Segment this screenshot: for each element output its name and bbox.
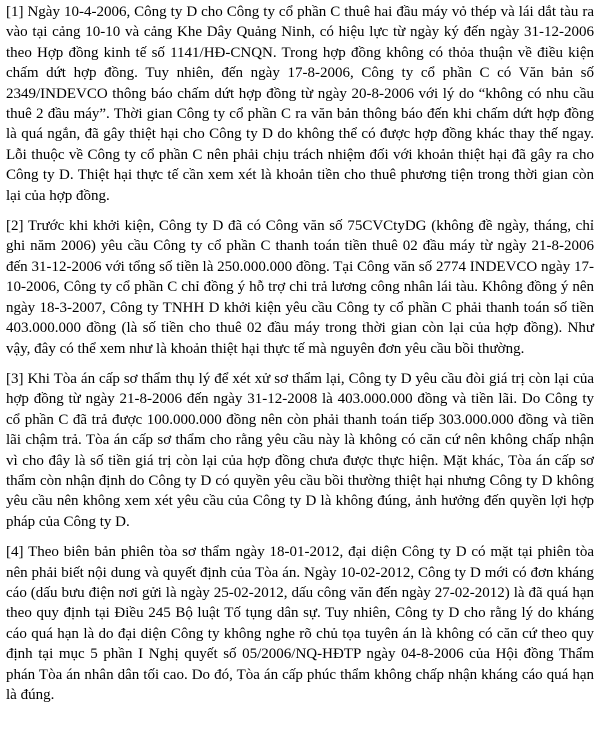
paragraph-2: [2] Trước khi khởi kiện, Công ty D đã có Công văn số 75CVCtyDG (không đề ngày, tháng, chỉ ghi năm 2006) yêu cầu Công ty cổ phần C thanh toán tiền thuê 02 đầu máy từ ngày 21-8-2006 đến 31-12-2006 với tổng số tiền là 250.000.000 đồng. Tại Công văn số 2774 INDEVCO ngày 17-10-2006, Công ty cổ phần C chỉ đồng ý hỗ trợ chi trả lương công nhân lái tàu. Không đồng ý nên ngày 18-3-2007, Công ty TNHH D khởi kiện yêu cầu Công ty cổ phần C phải thanh toán số tiền 403.000.000 đồng (là số tiền cho thuê 02 đầu máy trong thời gian còn lại của hợp đồng). Như vậy, đây có thể xem như là khoản thiệt hại thực tế mà nguyên đơn yêu cầu bồi thường. — [6, 218, 594, 357]
paragraph-4: [4] Theo biên bản phiên tòa sơ thẩm ngày 18-01-2012, đại diện Công ty D có mặt tại phiên tòa nên phải biết nội dung và quyết định của Tòa án. Ngày 10-02-2012, Công ty D mới có đơn kháng cáo (dấu bưu điện nơi gửi là ngày 25-02-2012, dấu công văn đến ngày 27-02-2012) là đã quá hạn theo quy định tại Điều 245 Bộ luật Tố tụng dân sự. Tuy nhiên, Công ty D cho rằng lý do kháng cáo quá hạn là do đại diện Công ty không nghe rõ chủ tọa tuyên án là không có căn cứ theo quy định tại mục 5 phần I Nghị quyết số 05/2006/NQ-HĐTP ngày 04-8-2006 của Hội đồng Thẩm phán Tòa án nhân dân tối cao. Do đó, Tòa án cấp phúc thẩm không chấp nhận kháng cáo quá hạn là đúng. — [6, 544, 594, 703]
paragraph-1: [1] Ngày 10-4-2006, Công ty D cho Công ty cổ phần C thuê hai đầu máy vỏ thép và lái dắt tàu ra vào tại cảng 10-10 và cảng Khe Dây Quảng Ninh, có hiệu lực từ ngày ký đến ngày 31-12-2006 theo Hợp đồng kinh tế số 1141/HĐ-CNQN. Trong hợp đồng không có thỏa thuận về điều kiện chấm dứt hợp đồng. Tuy nhiên, đến ngày 17-8-2006, Công ty cổ phần C có Văn bản số 2349/INDEVCO thông báo chấm dứt hợp đồng từ ngày 20-8-2006 với lý do “không có nhu cầu thuê 2 đầu máy”. Thời gian Công ty cổ phần C ra văn bản thông báo đến khi chấm dứt hợp đồng là quá ngắn, đã gây thiệt hại cho Công ty D do không thể có được hợp đồng khác thay thế ngay. Lỗi thuộc về Công ty cổ phần C nên phải chịu trách nhiệm đối với khoản thiệt hại đã gây ra cho Công ty D. Thiệt hại thực tế cần xem xét là khoản tiền cho thuê phương tiện trong thời gian còn lại của hợp đồng. — [6, 4, 594, 204]
paragraph-3: [3] Khi Tòa án cấp sơ thẩm thụ lý để xét xử sơ thẩm lại, Công ty D yêu cầu đòi giá trị còn lại của hợp đồng từ ngày 21-8-2006 đến ngày 31-12-2008 là 403.000.000 đồng và tiền lãi. Do Công ty cổ phần C đã trả được 100.000.000 đồng nên còn phải thanh toán tiếp 303.000.000 đồng và tiền lãi chậm trả. Tòa án cấp sơ thẩm cho rằng yêu cầu này là không có căn cứ nên không chấp nhận vì cho đây là số tiền giá trị còn lại của hợp đồng chưa được thực hiện. Mặt khác, Tòa án cấp sơ thẩm còn nhận định do Công ty D có quyền yêu cầu bồi thường thiệt hại nhưng Công ty D không yêu cầu nên không xem xét yêu cầu của Công ty D là không đúng, ảnh hưởng đến quyền lợi hợp pháp của Công ty D. — [6, 370, 594, 530]
